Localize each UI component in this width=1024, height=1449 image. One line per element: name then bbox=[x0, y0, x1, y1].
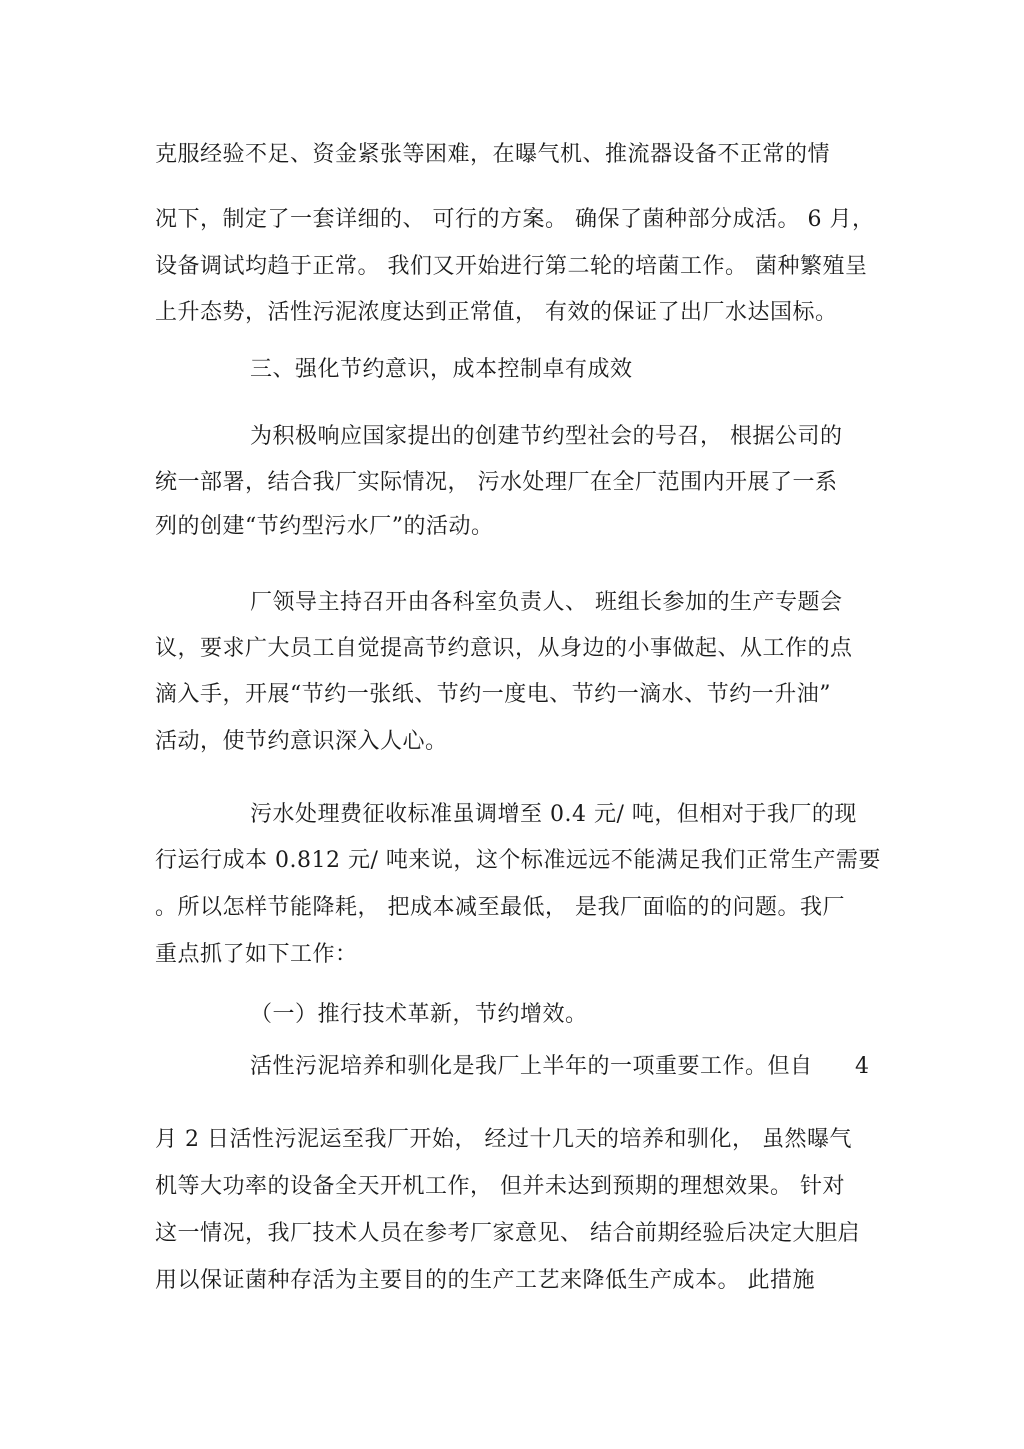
text-line-20: 机等大功率的设备全天开机工作， 但并未达到预期的理想效果。 针对 bbox=[155, 1174, 845, 1199]
text-line-19: 月 2 日活性污泥运至我厂开始， 经过十几天的培养和驯化， 虽然曝气 bbox=[155, 1127, 852, 1152]
text-line-6: 为积极响应国家提出的创建节约型社会的号召， 根据公司的 bbox=[250, 424, 843, 449]
text-line-1: 克服经验不足、资金紧张等困难，在曝气机、推流器设备不正常的情 bbox=[155, 142, 831, 167]
text-line-13: 污水处理费征收标准虽调增至 0.4 元/ 吨，但相对于我厂的现 bbox=[250, 802, 857, 827]
text-line-18-number: 4 bbox=[855, 1054, 870, 1079]
text-line-9: 厂领导主持召开由各科室负责人、 班组长参加的生产专题会 bbox=[250, 590, 843, 615]
text-line-15: 。所以怎样节能降耗， 把成本减至最低， 是我厂面临的的问题。我厂 bbox=[155, 895, 845, 920]
text-line-7: 统一部署，结合我厂实际情况， 污水处理厂在全厂范围内开展了一系 bbox=[155, 470, 838, 495]
text-line-14: 行运行成本 0.812 元/ 吨来说，这个标准远远不能满足我们正常生产需要 bbox=[155, 848, 881, 873]
section-heading-3: 三、强化节约意识，成本控制卓有成效 bbox=[250, 357, 633, 382]
text-line-11: 滴入手，开展“节约一张纸、节约一度电、节约一滴水、节约一升油” bbox=[155, 682, 831, 707]
text-line-22: 用以保证菌种存活为主要目的的生产工艺来降低生产成本。 此措施 bbox=[155, 1268, 815, 1293]
text-line-8: 列的创建“节约型污水厂”的活动。 bbox=[155, 514, 494, 539]
text-line-3: 设备调试均趋于正常。 我们又开始进行第二轮的培菌工作。 菌种繁殖呈 bbox=[155, 254, 868, 279]
text-line-10: 议，要求广大员工自觉提高节约意识，从身边的小事做起、从工作的点 bbox=[155, 636, 853, 661]
text-line-4: 上升态势，活性污泥浓度达到正常值， 有效的保证了出厂水达国标。 bbox=[155, 300, 838, 325]
text-line-16: 重点抓了如下工作： bbox=[155, 942, 358, 967]
subsection-heading-1: （一）推行技术革新，节约增效。 bbox=[250, 1002, 588, 1027]
text-line-2: 况下，制定了一套详细的、 可行的方案。 确保了菌种部分成活。 6 月， bbox=[155, 207, 875, 232]
text-line-12: 活动，使节约意识深入人心。 bbox=[155, 729, 448, 754]
text-line-21: 这一情况，我厂技术人员在参考厂家意见、 结合前期经验后决定大胆启 bbox=[155, 1221, 860, 1246]
text-line-18: 活性污泥培养和驯化是我厂上半年的一项重要工作。但自 bbox=[250, 1054, 813, 1079]
